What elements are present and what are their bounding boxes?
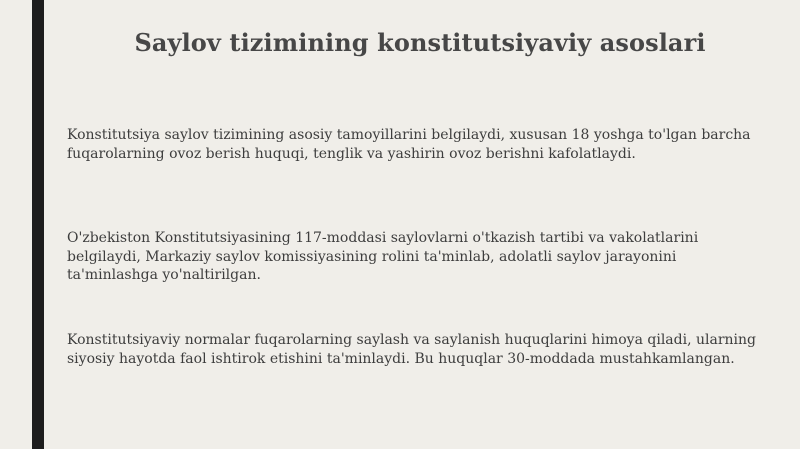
paragraph-2: O'zbekiston Konstitutsiyasining 117-moddasi saylovlarni o'tkazish tartibi va vakolatlarini belgilaydi, Markaziy saylov komissiyasining rolini ta'minlab, adolatli saylov jarayonini ta'minlashga yo'naltirilgan.	[67, 230, 699, 283]
slide-title: Saylov tizimining konstitutsiyaviy asoslari	[134, 28, 706, 57]
left-accent-bar	[32, 0, 44, 449]
paragraph-1: Konstitutsiya saylov tizimining asosiy tamoyillarini belgilaydi, xususan 18 yoshga to'lgan barcha fuqarolarning ovoz berish huquqi, tenglik va yashirin ovoz berishni kafolatlaydi.	[67, 127, 751, 162]
paragraph-3: Konstitutsiyaviy normalar fuqarolarning saylash va saylanish huquqlarini himoya qiladi, ularning siyosiy hayotda faol ishtirok etishini ta'minlaydi. Bu huquqlar 30-moddada mustahkamlangan.	[67, 332, 757, 367]
